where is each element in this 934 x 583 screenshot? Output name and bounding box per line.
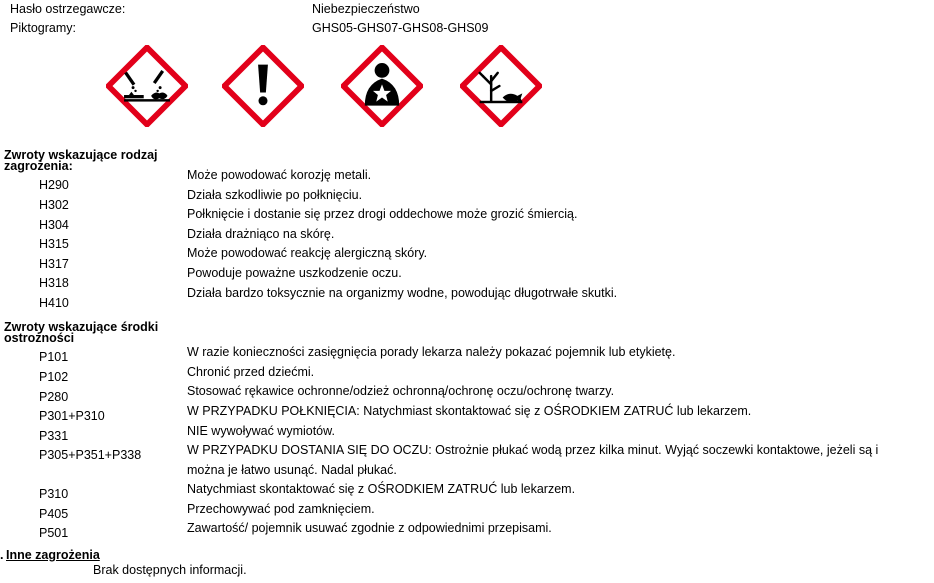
precaution-section-title-line2: ostrożności	[4, 331, 75, 345]
hazard-statement: Powoduje poważne uszkodzenie oczu.	[187, 266, 402, 280]
precaution-code: P305+P351+P338	[39, 448, 142, 462]
precaution-code: P331	[39, 429, 69, 443]
precaution-code: P280	[39, 390, 69, 404]
exclamation-mark-icon	[222, 45, 304, 127]
hazard-statement: Połknięcie i dostanie się przez drogi oddechowe może grozić śmiercią.	[187, 207, 578, 221]
signal-word-label: Hasło ostrzegawcze:	[10, 2, 126, 16]
precaution-statement: Chronić przed dziećmi.	[187, 365, 315, 379]
precaution-statement: NIE wywoływać wymiotów.	[187, 424, 335, 438]
precaution-code: P102	[39, 370, 69, 384]
precaution-statement: W PRZYPADKU DOSTANIA SIĘ DO OCZU: Ostrożnie płukać wodą przez kilka minut. Wyjąć soczewki kontaktowe, jeżeli są i	[187, 443, 879, 457]
hazard-code: H318	[39, 276, 69, 290]
hazard-code: H315	[39, 237, 69, 251]
hazard-section-title-line2: zagrożenia:	[4, 159, 73, 173]
hazard-code: H302	[39, 198, 69, 212]
hazard-section-title-line1: Zwroty wskazujące rodzaj	[4, 148, 158, 162]
precaution-statement: Zawartość/ pojemnik usuwać zgodnie z odpowiednimi przepisami.	[187, 521, 552, 535]
precaution-statement: Stosować rękawice ochronne/odzież ochronną/ochronę oczu/ochronę twarzy.	[187, 384, 615, 398]
hazard-code: H410	[39, 296, 69, 310]
other-hazards-prefix: .	[0, 548, 4, 562]
pictograms-label: Piktogramy:	[10, 21, 76, 35]
hazard-statement: Działa drażniąco na skórę.	[187, 227, 335, 241]
precaution-statement: Natychmiast skontaktować się z OŚRODKIEM ZATRUĆ lub lekarzem.	[187, 482, 576, 496]
hazard-code: H290	[39, 178, 69, 192]
precaution-section-title-line1: Zwroty wskazujące środki	[4, 320, 159, 334]
hazard-statement: Działa bardzo toksycznie na organizmy wodne, powodując długotrwałe skutki.	[187, 286, 618, 300]
corrosion-icon	[106, 45, 188, 127]
precaution-statement: można je łatwo usunąć. Nadal płukać.	[187, 463, 397, 477]
health-hazard-icon	[341, 45, 423, 127]
precaution-code: P405	[39, 507, 69, 521]
precaution-statement: W razie konieczności zasięgnięcia porady lekarza należy pokazać pojemnik lub etykietę.	[187, 345, 676, 359]
precaution-code: P310	[39, 487, 69, 501]
precaution-statement: W PRZYPADKU POŁKNIĘCIA: Natychmiast skontaktować się z OŚRODKIEM ZATRUĆ lub lekarzem.	[187, 404, 752, 418]
signal-word-value: Niebezpieczeństwo	[312, 2, 420, 16]
precaution-code: P301+P310	[39, 409, 105, 423]
hazard-statement: Może powodować reakcję alergiczną skóry.	[187, 246, 428, 260]
precaution-code: P501	[39, 526, 69, 540]
hazard-statement: Działa szkodliwie po połknięciu.	[187, 188, 363, 202]
other-hazards-title: Inne zagrożenia	[6, 548, 100, 562]
precaution-code: P101	[39, 350, 69, 364]
hazard-code: H304	[39, 218, 69, 232]
environment-icon	[460, 45, 542, 127]
hazard-code: H317	[39, 257, 69, 271]
other-hazards-text: Brak dostępnych informacji.	[93, 563, 247, 577]
hazard-statement: Może powodować korozję metali.	[187, 168, 372, 182]
precaution-statement: Przechowywać pod zamknięciem.	[187, 502, 375, 516]
pictograms-value: GHS05-GHS07-GHS08-GHS09	[312, 21, 489, 35]
